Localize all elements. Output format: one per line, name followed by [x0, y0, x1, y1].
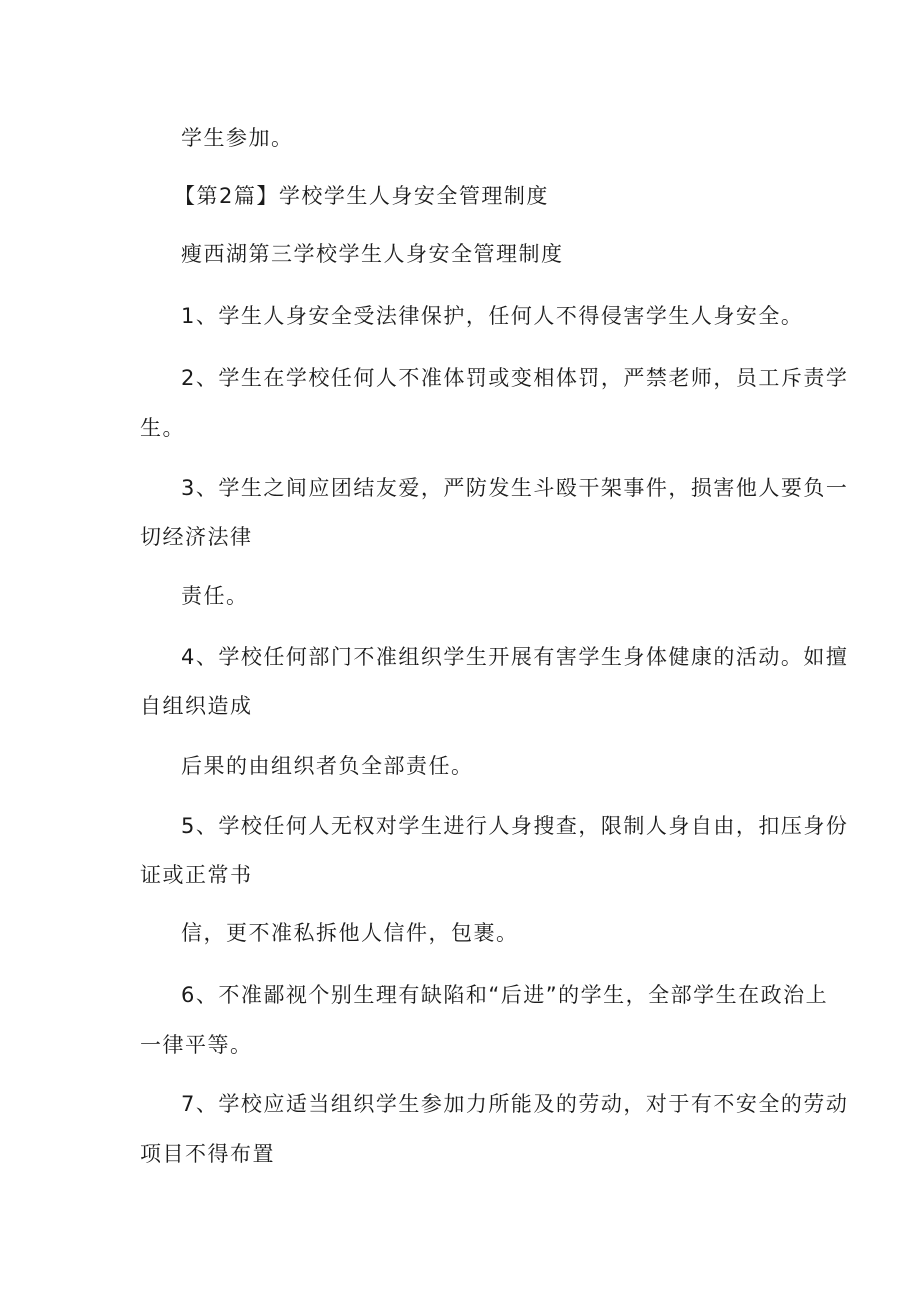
rule-3-line-1: 3、学生之间应团结友爱，严防发生斗殴干架事件，损害他人要负一 [181, 476, 849, 500]
rule-7-line-1: 7、学校应适当组织学生参加力所能及的劳动，对于有不安全的劳动 [181, 1092, 849, 1116]
paragraph-continuation: 学生参加。 [181, 126, 294, 150]
rule-4-line-2: 自组织造成 [140, 694, 253, 718]
section-heading: 【第2篇】学校学生人身安全管理制度 [174, 184, 549, 208]
rule-2-line-1: 2、学生在学校任何人不准体罚或变相体罚，严禁老师，员工斥责学 [181, 366, 849, 390]
rule-6-line-2: 一律平等。 [140, 1033, 253, 1057]
rule-5-line-2: 证或正常书 [140, 863, 253, 887]
rule-4-line-3: 后果的由组织者负全部责任。 [181, 754, 474, 778]
rule-6-line-1: 6、不准鄙视个别生理有缺陷和“后进”的学生，全部学生在政治上 [181, 983, 829, 1007]
rule-3-line-2: 切经济法律 [140, 525, 253, 549]
rule-2-line-2: 生。 [140, 416, 185, 440]
rule-4-line-1: 4、学校任何部门不准组织学生开展有害学生身体健康的活动。如擅 [181, 645, 849, 669]
rule-7-line-2: 项目不得布置 [140, 1142, 275, 1166]
rule-5-line-3: 信，更不准私拆他人信件，包裹。 [181, 921, 519, 945]
document-title: 瘦西湖第三学校学生人身安全管理制度 [181, 242, 564, 266]
rule-3-line-3: 责任。 [181, 584, 249, 608]
rule-5-line-1: 5、学校任何人无权对学生进行人身搜查，限制人身自由，扣压身份 [181, 814, 849, 838]
rule-1: 1、学生人身安全受法律保护，任何人不得侵害学生人身安全。 [181, 304, 804, 328]
